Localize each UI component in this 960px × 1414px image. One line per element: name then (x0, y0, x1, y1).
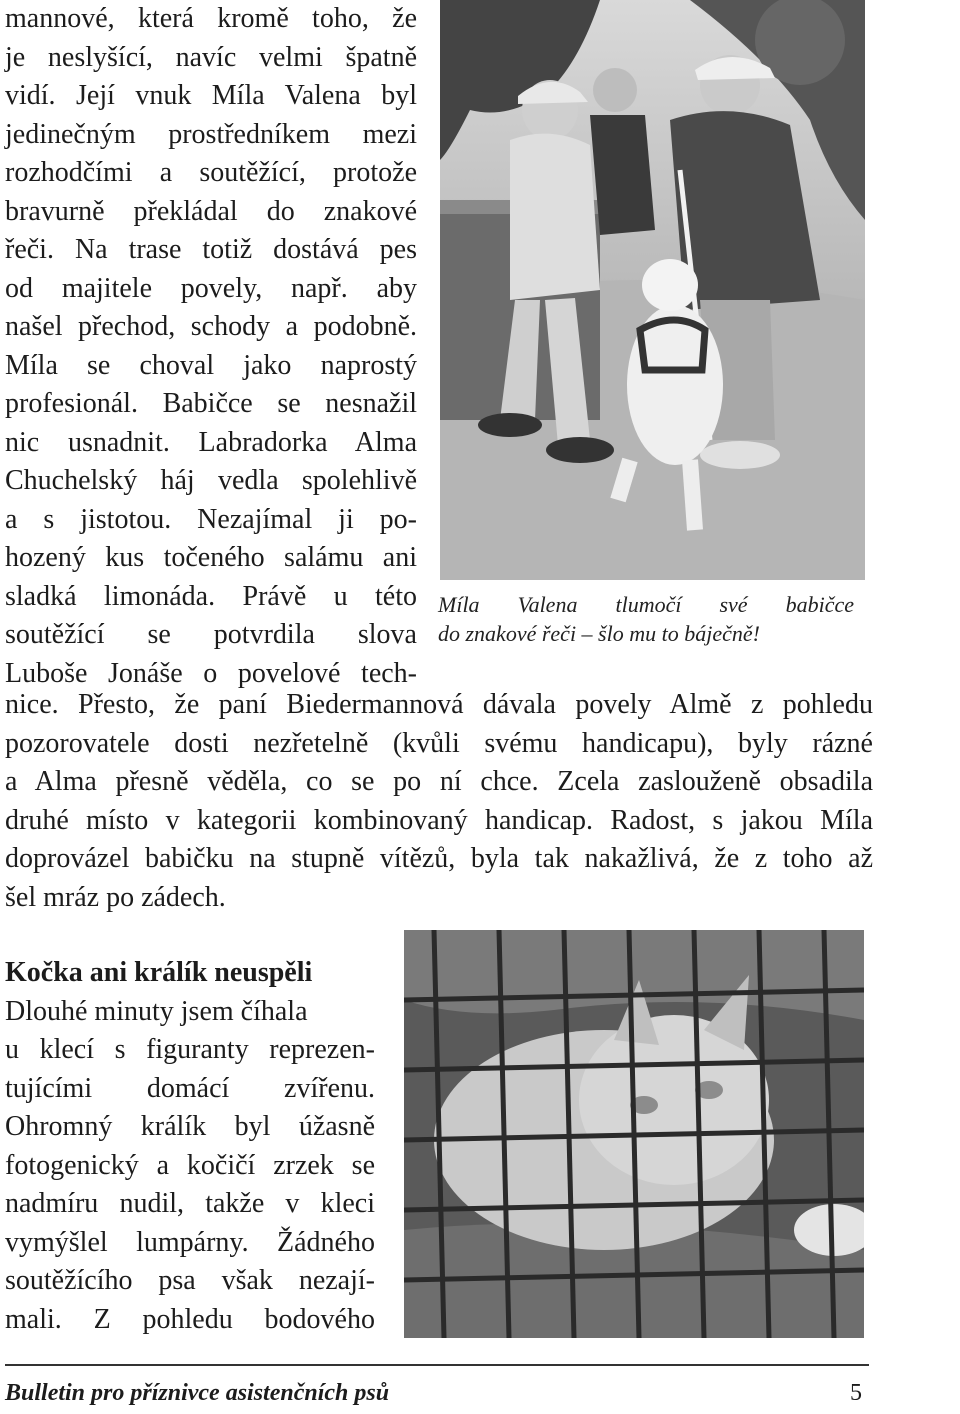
footer-divider (5, 1364, 869, 1366)
text-line: a s jistotou. Nezajímal ji po- (5, 503, 417, 535)
article-paragraph-wide (5, 686, 873, 917)
text-line: bravurně překládal do znakové (5, 195, 417, 227)
section-heading: Kočka ani králík neuspěli (5, 957, 313, 988)
text-line: je neslyšící, navíc velmi špatně (5, 41, 417, 73)
text-line: řeči. Na trase totiž dostává pes (5, 234, 417, 265)
text-line: sladká limonáda. Právě u této (5, 580, 417, 612)
text-line: Míla se choval jako naprostý (5, 349, 417, 381)
text-line: profesionál. Babičce se nesnažil (5, 388, 417, 419)
text-line: nadmíru nudil, takže v kleci (5, 1188, 375, 1219)
text-line: nice. Přesto, že paní Biedermannová dávala povely Almě z pohledu (5, 689, 873, 720)
photo-boy-grandmother-guide-dog (440, 0, 865, 580)
text-line: nic usnadnit. Labradorka Alma (5, 426, 417, 458)
text-line: vidí. Její vnuk Míla Valena byl (5, 80, 417, 111)
text-line: od majitele povely, např. aby (5, 272, 417, 304)
photo-caption (438, 590, 854, 648)
text-line: našel přechod, schody a podobně. (5, 311, 417, 342)
text-line: druhé místo v kategorii kombinovaný handicap. Radost, s jakou Míla (5, 804, 873, 836)
photo-cat-in-cage-icon (404, 930, 864, 1338)
text-line: Luboše Jonáše o povelové tech- (5, 657, 417, 689)
photo-cat-in-cage (404, 930, 864, 1338)
footer-publication-title: Bulletin pro příznivce asistenčních psů (5, 1380, 390, 1406)
text-line: jedinečným prostředníkem mezi (5, 118, 417, 150)
text-line: Dlouhé minuty jsem číhala (5, 995, 308, 1027)
page-number: 5 (850, 1380, 862, 1406)
text-line: pozorovatele dosti nezřetelně (kvůli svému handicapu), byly rázné (5, 727, 873, 759)
text-line: rozhodčími a soutěžící, protože (5, 157, 417, 188)
text-line: Chuchelský háj vedla spolehlivě (5, 465, 417, 496)
text-line: soutěžící se potvrdila slova (5, 619, 417, 650)
photo-boy-grandmother-guide-dog-icon (440, 0, 865, 580)
text-line: vymýšlel lumpárny. Žádného (5, 1226, 375, 1258)
text-line: tujícími domácí zvířenu. (5, 1072, 375, 1104)
text-line: u klecí s figuranty reprezen- (5, 1034, 375, 1065)
article-column-top (5, 0, 417, 693)
text-line: soutěžícího psa však nezají- (5, 1265, 375, 1296)
caption-line: Míla Valena tlumočí své babičce (438, 592, 854, 617)
text-line: fotogenický a kočičí zrzek se (5, 1149, 375, 1181)
text-line: hozený kus točeného salámu ani (5, 542, 417, 573)
text-line: a Alma přesně věděla, co se po ní chce. Zcela zaslouženě obsadila (5, 766, 873, 797)
text-line: šel mráz po zádech. (5, 881, 226, 913)
article-column-section2 (5, 954, 375, 1339)
text-line: mannové, která kromě toho, že (5, 3, 417, 34)
text-line: doprovázel babičku na stupně vítězů, byla tak nakažlivá, že z toho až (5, 843, 873, 874)
caption-line: do znakové řeči – šlo mu to báječně! (438, 621, 760, 646)
text-line: Ohromný králík byl úžasně (5, 1111, 375, 1142)
text-line: mali. Z pohledu bodového (5, 1303, 375, 1335)
